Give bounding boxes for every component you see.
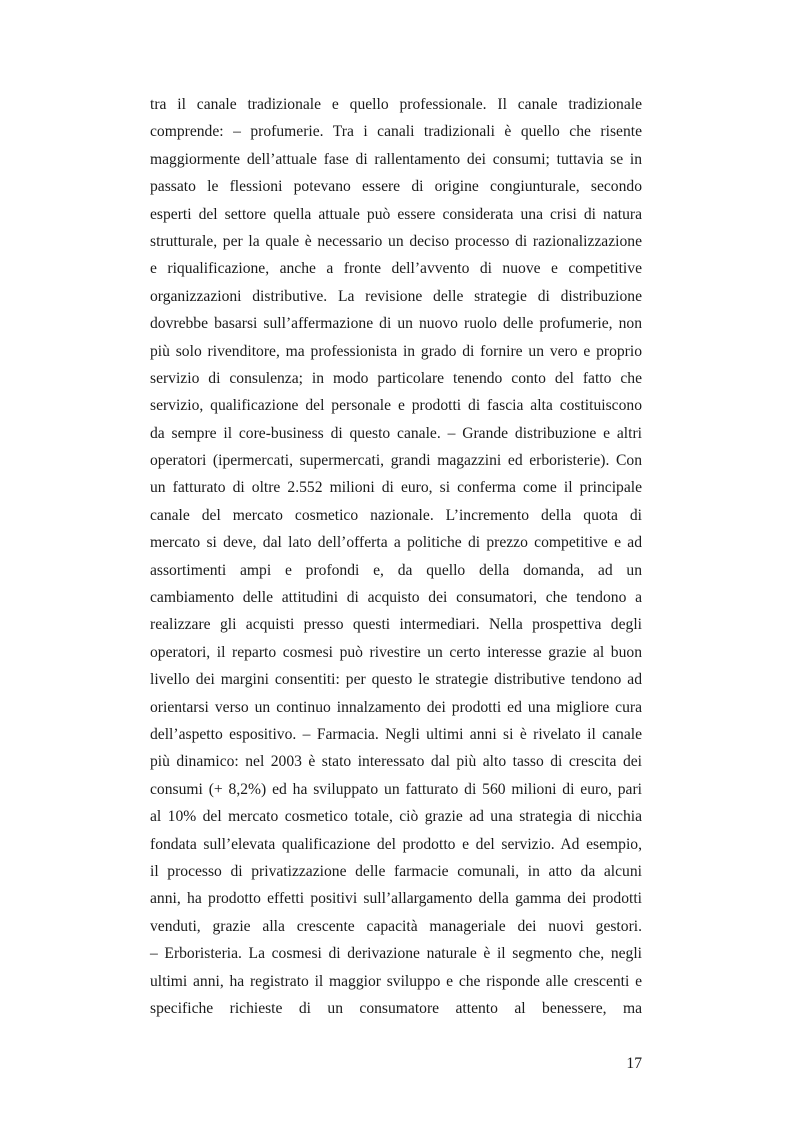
text-line: e riqualificazione, anche a fronte dell’avvento di nuove e competitive (150, 260, 642, 278)
text-line: organizzazioni distributive. La revisione delle strategie di distribuzione (150, 287, 642, 305)
text-line: servizio di consulenza; in modo particolare tenendo conto del fatto che (150, 369, 642, 387)
text-line: più solo rivenditore, ma professionista in grado di fornire un vero e proprio (150, 342, 642, 360)
text-line: anni, ha prodotto effetti positivi sull’allargamento della gamma dei prodotti (150, 890, 642, 908)
text-line: livello dei margini consentiti: per questo le strategie distributive tendono ad (150, 671, 642, 689)
text-line: dell’aspetto espositivo. – Farmacia. Negli ultimi anni si è rivelato il canale (150, 725, 642, 743)
text-line: consumi (+ 8,2%) ed ha sviluppato un fatturato di 560 milioni di euro, pari (150, 780, 642, 798)
text-line: mercato si deve, dal lato dell’offerta a politiche di prezzo competitive e ad (150, 534, 642, 552)
text-line: orientarsi verso un continuo innalzamento dei prodotti ed una migliore cura (150, 698, 642, 716)
text-line: fondata sull’elevata qualificazione del prodotto e del servizio. Ad esempio, (150, 835, 642, 853)
text-line: operatori, il reparto cosmesi può rivestire un certo interesse grazie al buon (150, 643, 642, 661)
text-line: cambiamento delle attitudini di acquisto dei consumatori, che tendono a (150, 589, 642, 607)
text-line: un fatturato di oltre 2.552 milioni di euro, si conferma come il principale (150, 479, 642, 497)
text-line: al 10% del mercato cosmetico totale, ciò grazie ad una strategia di nicchia (150, 808, 642, 826)
text-line: canale del mercato cosmetico nazionale. L’incremento della quota di (150, 506, 642, 524)
text-line: ultimi anni, ha registrato il maggior sviluppo e che risponde alle crescenti e (150, 972, 642, 990)
text-line: realizzare gli acquisti presso questi intermediari. Nella prospettiva degli (150, 616, 642, 634)
text-line: passato le flessioni potevano essere di origine congiunturale, secondo (150, 178, 642, 196)
text-line: comprende: – profumerie. Tra i canali tradizionali è quello che risente (150, 123, 642, 141)
text-line: strutturale, per la quale è necessario un deciso processo di razionalizzazione (150, 232, 642, 250)
text-line: servizio, qualificazione del personale e prodotti di fascia alta costituiscono (150, 397, 642, 415)
text-line: tra il canale tradizionale e quello professionale. Il canale tradizionale (150, 96, 642, 113)
text-line: esperti del settore quella attuale può essere considerata una crisi di natura (150, 205, 642, 223)
text-line: il processo di privatizzazione delle farmacie comunali, in atto da alcuni (150, 862, 642, 880)
text-line: da sempre il core-business di questo canale. – Grande distribuzione e altri (150, 424, 642, 442)
text-line: specifiche richieste di un consumatore attento al benessere, ma (150, 999, 642, 1017)
text-line: assortimenti ampi e profondi e, da quello della domanda, ad un (150, 561, 642, 579)
body-paragraph (150, 91, 642, 1022)
page-number: 17 (626, 1055, 642, 1072)
text-line: più dinamico: nel 2003 è stato interessato dal più alto tasso di crescita dei (150, 753, 642, 771)
text-line: dovrebbe basarsi sull’affermazione di un nuovo ruolo delle profumerie, non (150, 315, 642, 333)
text-line: operatori (ipermercati, supermercati, grandi magazzini ed erboristerie). Con (150, 452, 642, 470)
text-line: – Erboristeria. La cosmesi di derivazione naturale è il segmento che, negli (150, 945, 642, 963)
text-line: venduti, grazie alla crescente capacità manageriale dei nuovi gestori. (150, 917, 642, 935)
text-line: maggiormente dell’attuale fase di rallentamento dei consumi; tuttavia se in (150, 150, 642, 168)
